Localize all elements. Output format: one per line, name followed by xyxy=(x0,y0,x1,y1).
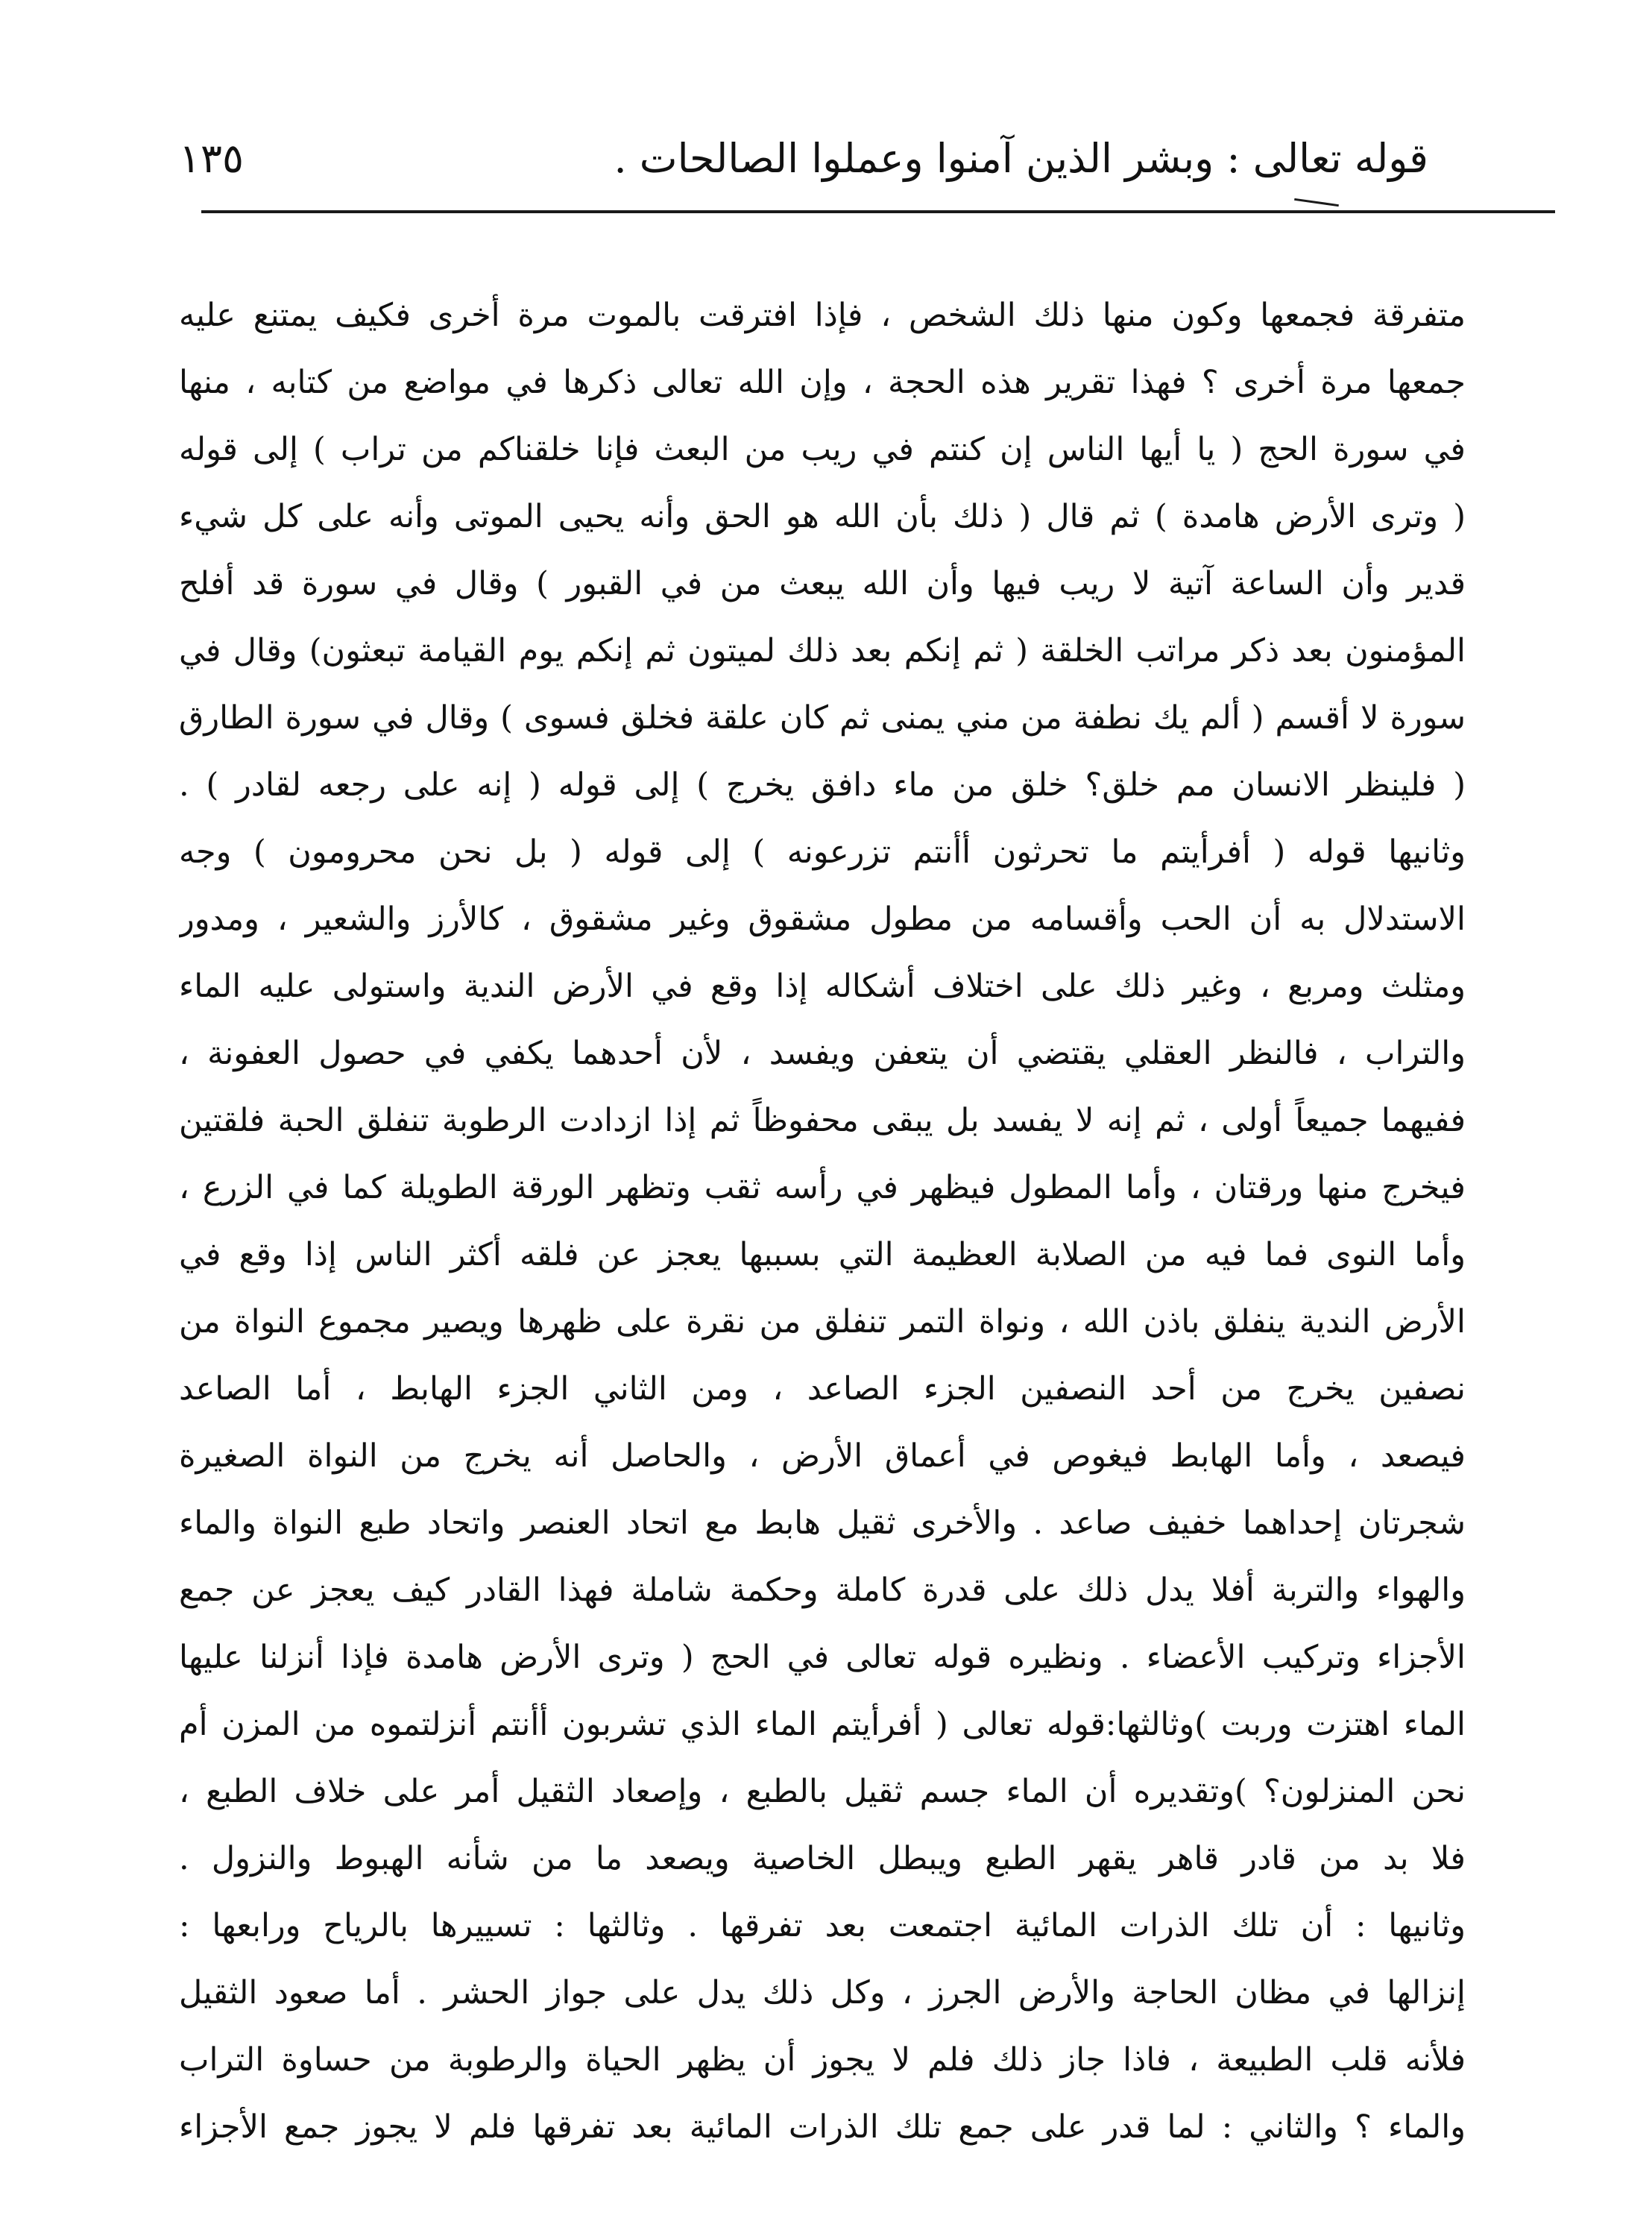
page-number: ١٣٥ xyxy=(179,135,245,182)
text-line: ففيهما جميعاً أولى ، ثم إنه لا يفسد بل يبقى محفوظاً ثم إذا ازدادت الرطوبة تنفلق الحبة فلقتين xyxy=(179,1102,1466,1139)
text-line: المؤمنون بعد ذكر مراتب الخلقة ( ثم إنكم بعد ذلك لميتون ثم إنكم يوم القيامة تبعثون) وقال في xyxy=(179,632,1466,670)
text-line: ومثلث ومربع ، وغير ذلك على اختلاف أشكاله إذا وقع في الأرض الندية واستولى عليه الماء xyxy=(179,968,1466,1005)
text-line: الماء اهتزت وربت )وثالثها:قوله تعالى ( أفرأيتم الماء الذي تشربون أأنتم أنزلتموه من المزن أم xyxy=(179,1706,1466,1743)
text-line: والماء ؟ والثاني : لما قدر على جمع تلك الذرات المائية بعد تفرقها فلم لا يجوز جمع الأجزاء xyxy=(179,2108,1466,2146)
text-line: والتراب ، فالنظر العقلي يقتضي أن يتعفن ويفسد ، لأن أحدهما يكفي في حصول العفونة ، xyxy=(179,1035,1466,1072)
text-line: متفرقة فجمعها وكون منها ذلك الشخص ، فإذا افترقت بالموت مرة أخرى فكيف يمتنع عليه xyxy=(179,297,1466,334)
text-line: الأرض الندية ينفلق باذن الله ، ونواة التمر تنفلق من نقرة على ظهرها ويصير مجموع النواة من xyxy=(179,1303,1466,1341)
text-line: ( فلينظر الانسان مم خلق؟ خلق من ماء دافق يخرج ) إلى قوله ( إنه على رجعه لقادر ) . xyxy=(179,766,1466,804)
text-line: الاستدلال به أن الحب وأقسامه من مطول مشقوق وغير مشقوق ، كالأرز والشعير ، ومدور xyxy=(179,901,1466,938)
text-line: جمعها مرة أخرى ؟ فهذا تقرير هذه الحجة ، وإن الله تعالى ذكرها في مواضع من كتابه ، منها xyxy=(179,364,1466,401)
text-line: سورة لا أقسم ( ألم يك نطفة من مني يمنى ثم كان علقة فخلق فسوى ) وقال في سورة الطارق xyxy=(179,699,1466,737)
running-header xyxy=(164,125,1428,215)
header-title: قوله تعالى : وبشر الذين آمنوا وعملوا الصالحات . xyxy=(614,135,1428,182)
text-line: نحن المنزلون؟ )وتقديره أن الماء جسم ثقيل بالطبع ، وإصعاد الثقيل أمر على خلاف الطبع ، xyxy=(179,1773,1466,1810)
text-line: والهواء والتربة أفلا يدل ذلك على قدرة كاملة وحكمة شاملة فهذا القادر كيف يعجز عن جمع xyxy=(179,1572,1466,1609)
text-line: نصفين يخرج من أحد النصفين الجزء الصاعد ، ومن الثاني الجزء الهابط ، أما الصاعد xyxy=(179,1370,1466,1408)
text-line: فلا بد من قادر قاهر يقهر الطبع ويبطل الخاصية ويصعد ما من شأنه الهبوط والنزول . xyxy=(179,1840,1466,1877)
text-line: ( وترى الأرض هامدة ) ثم قال ( ذلك بأن الله هو الحق وأنه يحيى الموتى وأنه على كل شيء xyxy=(179,498,1466,535)
text-line: إنزالها في مظان الحاجة والأرض الجرز ، وكل ذلك يدل على جواز الحشر . أما صعود الثقيل xyxy=(179,1974,1466,2011)
body-text xyxy=(179,282,1466,2161)
text-line: وثانيها قوله ( أفرأيتم ما تحرثون أأنتم تزرعونه ) إلى قوله ( بل نحن محرومون ) وجه xyxy=(179,834,1466,871)
text-line: فيخرج منها ورقتان ، وأما المطول فيظهر في رأسه ثقب وتظهر الورقة الطويلة كما في الزرع ، xyxy=(179,1169,1466,1206)
text-line: قدير وأن الساعة آتية لا ريب فيها وأن الله يبعث من في القبور ) وقال في سورة قد أفلح xyxy=(179,565,1466,602)
text-line: وثانيها : أن تلك الذرات المائية اجتمعت بعد تفرقها . وثالثها : تسييرها بالرياح ورابعها : xyxy=(179,1907,1466,1944)
header-rule xyxy=(201,210,1555,213)
text-line: فيصعد ، وأما الهابط فيغوص في أعماق الأرض ، والحاصل أنه يخرج من النواة الصغيرة xyxy=(179,1437,1466,1475)
text-line: وأما النوى فما فيه من الصلابة العظيمة التي بسببها يعجز عن فلقه أكثر الناس إذا وقع في xyxy=(179,1236,1466,1273)
text-line: في سورة الحج ( يا أيها الناس إن كنتم في ريب من البعث فإنا خلقناكم من تراب ) إلى قوله xyxy=(179,431,1466,468)
text-line: شجرتان إحداهما خفيف صاعد . والأخرى ثقيل هابط مع اتحاد العنصر واتحاد طبع النواة والماء xyxy=(179,1505,1466,1542)
text-line: الأجزاء وتركيب الأعضاء . ونظيره قوله تعالى في الحج ( وترى الأرض هامدة فإذا أنزلنا عليها xyxy=(179,1639,1466,1676)
text-line: فلأنه قلب الطبيعة ، فاذا جاز ذلك فلم لا يجوز أن يظهر الحياة والرطوبة من حساوة التراب xyxy=(179,2041,1466,2079)
